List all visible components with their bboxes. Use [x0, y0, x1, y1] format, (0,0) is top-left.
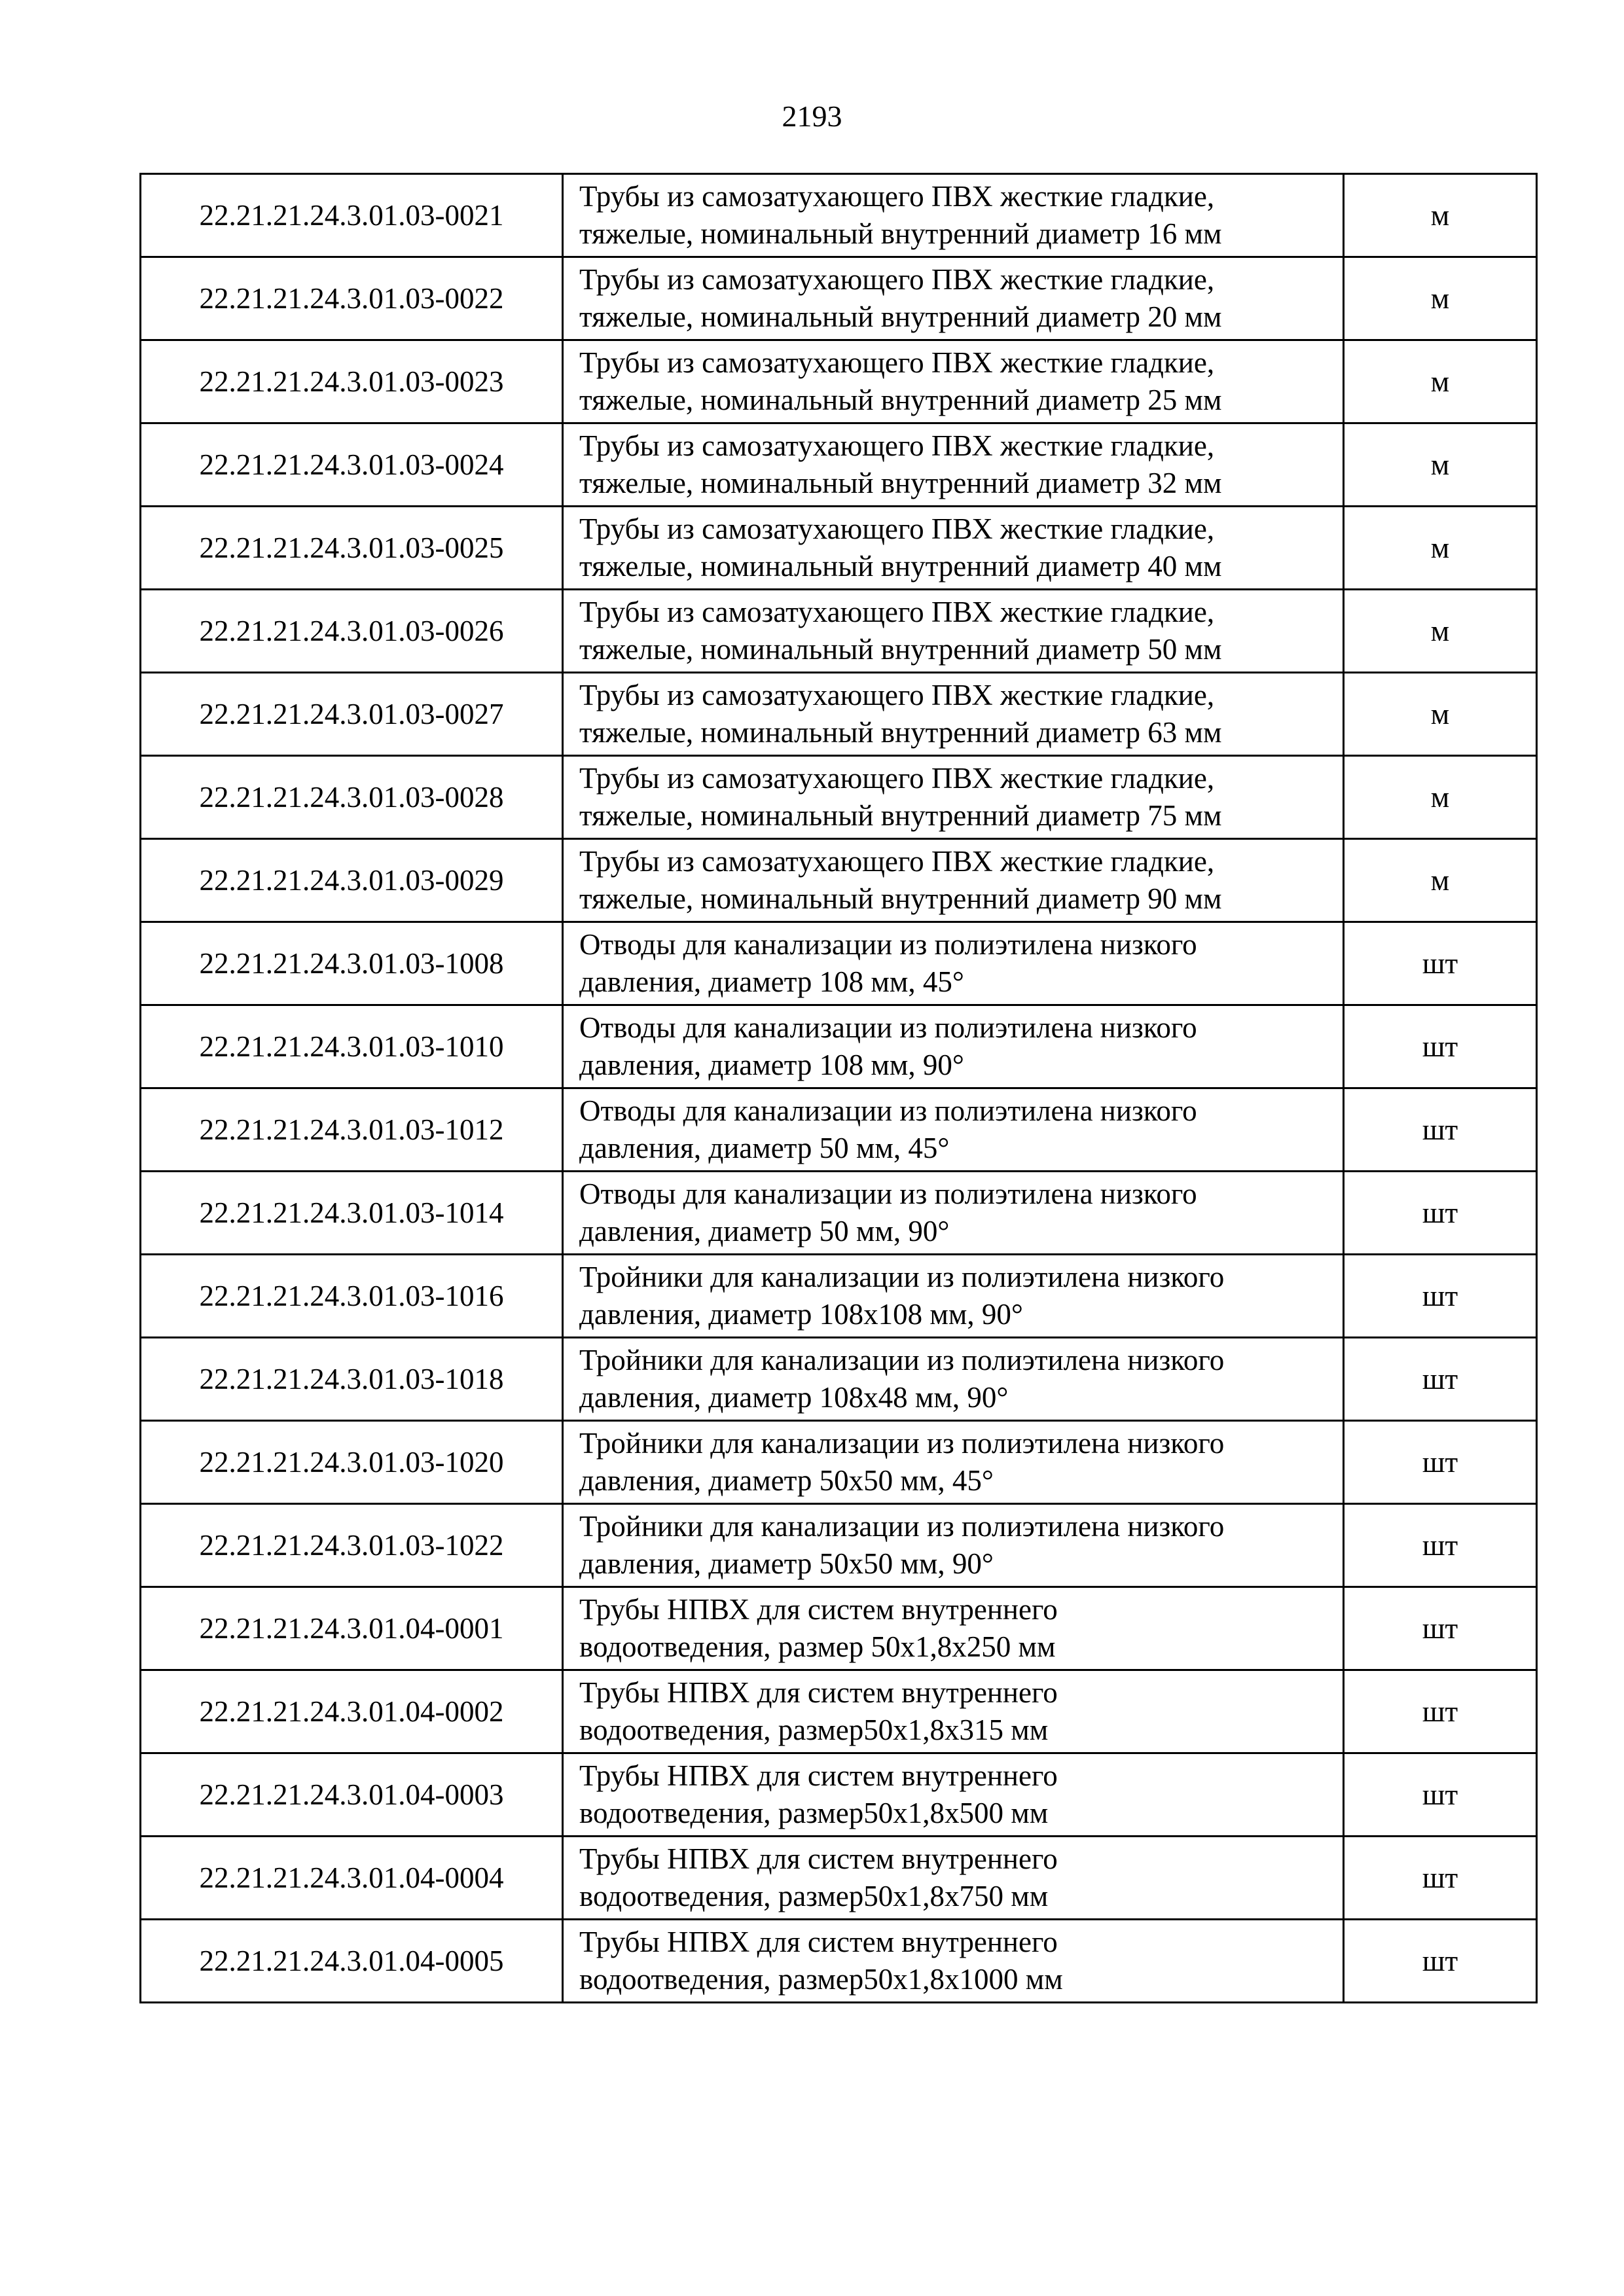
resource-name-line: Трубы НПВХ для систем внутреннего	[579, 1926, 1058, 1958]
resource-name-line: Отводы для канализации из полиэтилена низкого	[579, 928, 1197, 961]
resource-name-line: Тройники для канализации из полиэтилена низкого	[579, 1510, 1225, 1543]
resource-code: 22.21.21.24.3.01.03-1020	[141, 1421, 563, 1504]
resource-code: 22.21.21.24.3.01.03-0026	[141, 590, 563, 673]
unit-of-measure: шт	[1344, 1504, 1537, 1587]
resource-name-line: Тройники для канализации из полиэтилена низкого	[579, 1261, 1225, 1293]
table-row	[141, 1753, 1537, 1837]
resource-code: 22.21.21.24.3.01.03-0029	[141, 839, 563, 922]
unit-of-measure: м	[1344, 340, 1537, 423]
resource-name	[563, 590, 1344, 673]
resource-name	[563, 1670, 1344, 1753]
unit-of-measure: шт	[1344, 1338, 1537, 1421]
resource-code: 22.21.21.24.3.01.03-0028	[141, 756, 563, 839]
resource-code: 22.21.21.24.3.01.03-0024	[141, 423, 563, 507]
table-row	[141, 1504, 1537, 1587]
resource-name	[563, 1920, 1344, 2003]
resource-name	[563, 1421, 1344, 1504]
resource-name-line: давления, диаметр 50х50 мм, 45°	[579, 1464, 994, 1497]
table-row	[141, 340, 1537, 423]
resource-code: 22.21.21.24.3.01.04-0002	[141, 1670, 563, 1753]
table-row	[141, 257, 1537, 340]
resource-name-line: давления, диаметр 108х48 мм, 90°	[579, 1381, 1009, 1414]
resource-name-line: Трубы из самозатухающего ПВХ жесткие гладкие,	[579, 263, 1215, 296]
resource-name-line: Трубы НПВХ для систем внутреннего	[579, 1593, 1058, 1626]
unit-of-measure: шт	[1344, 1753, 1537, 1837]
resource-name	[563, 1088, 1344, 1172]
unit-of-measure: м	[1344, 174, 1537, 257]
table-row	[141, 174, 1537, 257]
resource-name-line: тяжелые, номинальный внутренний диаметр 75 мм	[579, 799, 1222, 832]
unit-of-measure: шт	[1344, 1005, 1537, 1088]
resource-code: 22.21.21.24.3.01.03-1022	[141, 1504, 563, 1587]
resource-name-line: Трубы НПВХ для систем внутреннего	[579, 1759, 1058, 1792]
resource-code: 22.21.21.24.3.01.03-1010	[141, 1005, 563, 1088]
resource-name-line: тяжелые, номинальный внутренний диаметр 25 мм	[579, 384, 1222, 416]
resource-name-line: тяжелые, номинальный внутренний диаметр 63 мм	[579, 716, 1222, 749]
resource-name	[563, 1338, 1344, 1421]
table-row	[141, 1005, 1537, 1088]
resource-code: 22.21.21.24.3.01.03-1008	[141, 922, 563, 1005]
table-row	[141, 1920, 1537, 2003]
resource-name	[563, 340, 1344, 423]
table-row	[141, 1837, 1537, 1920]
unit-of-measure: м	[1344, 673, 1537, 756]
table-row	[141, 839, 1537, 922]
resource-name-line: Трубы из самозатухающего ПВХ жесткие гладкие,	[579, 845, 1215, 878]
resource-name-line: тяжелые, номинальный внутренний диаметр 16 мм	[579, 217, 1222, 250]
resource-name-line: Отводы для канализации из полиэтилена низкого	[579, 1094, 1197, 1127]
resource-name-line: водоотведения, размер50х1,8х500 мм	[579, 1797, 1049, 1829]
resource-name	[563, 1837, 1344, 1920]
resource-code: 22.21.21.24.3.01.03-1012	[141, 1088, 563, 1172]
unit-of-measure: шт	[1344, 922, 1537, 1005]
resource-name-line: тяжелые, номинальный внутренний диаметр 20 мм	[579, 300, 1222, 333]
unit-of-measure: шт	[1344, 1421, 1537, 1504]
resource-name-line: Трубы из самозатухающего ПВХ жесткие гладкие,	[579, 762, 1215, 795]
unit-of-measure: м	[1344, 590, 1537, 673]
resource-name	[563, 1255, 1344, 1338]
resource-name-line: давления, диаметр 108 мм, 90°	[579, 1049, 964, 1081]
resource-name-line: Отводы для канализации из полиэтилена низкого	[579, 1011, 1197, 1044]
resource-name	[563, 1587, 1344, 1670]
resource-code: 22.21.21.24.3.01.03-0027	[141, 673, 563, 756]
resource-name-line: тяжелые, номинальный внутренний диаметр 50 мм	[579, 633, 1222, 666]
table-row	[141, 1670, 1537, 1753]
unit-of-measure: м	[1344, 839, 1537, 922]
resource-name	[563, 839, 1344, 922]
resource-name-line: водоотведения, размер50х1,8х750 мм	[579, 1880, 1049, 1912]
resource-name-line: тяжелые, номинальный внутренний диаметр 90 мм	[579, 882, 1222, 915]
unit-of-measure: шт	[1344, 1255, 1537, 1338]
table-row	[141, 673, 1537, 756]
resource-name-line: водоотведения, размер50х1,8х315 мм	[579, 1713, 1049, 1746]
unit-of-measure: шт	[1344, 1088, 1537, 1172]
table-row	[141, 756, 1537, 839]
resource-name-line: Трубы из самозатухающего ПВХ жесткие гладкие,	[579, 180, 1215, 213]
unit-of-measure: м	[1344, 507, 1537, 590]
resource-name	[563, 1753, 1344, 1837]
table-row	[141, 507, 1537, 590]
table-row	[141, 1587, 1537, 1670]
resource-name-line: давления, диаметр 108 мм, 45°	[579, 965, 964, 998]
unit-of-measure: шт	[1344, 1670, 1537, 1753]
resource-name-line: Трубы из самозатухающего ПВХ жесткие гладкие,	[579, 429, 1215, 462]
resource-code: 22.21.21.24.3.01.04-0003	[141, 1753, 563, 1837]
resource-code: 22.21.21.24.3.01.03-0022	[141, 257, 563, 340]
resource-name-line: тяжелые, номинальный внутренний диаметр 32 мм	[579, 467, 1222, 499]
resource-name-line: Трубы НПВХ для систем внутреннего	[579, 1842, 1058, 1875]
resource-name	[563, 922, 1344, 1005]
resource-code: 22.21.21.24.3.01.03-1016	[141, 1255, 563, 1338]
catalog-table-body	[141, 174, 1537, 2003]
resource-name-line: Трубы из самозатухающего ПВХ жесткие гладкие,	[579, 512, 1215, 545]
resource-code: 22.21.21.24.3.01.03-1018	[141, 1338, 563, 1421]
resource-name-line: Тройники для канализации из полиэтилена низкого	[579, 1344, 1225, 1376]
catalog-table	[139, 173, 1538, 2003]
table-row	[141, 1172, 1537, 1255]
resource-name-line: давления, диаметр 108х108 мм, 90°	[579, 1298, 1023, 1331]
resource-code: 22.21.21.24.3.01.04-0004	[141, 1837, 563, 1920]
resource-name	[563, 1504, 1344, 1587]
table-row	[141, 1338, 1537, 1421]
table-row	[141, 1088, 1537, 1172]
resource-name-line: Трубы из самозатухающего ПВХ жесткие гладкие,	[579, 596, 1215, 628]
table-row	[141, 1421, 1537, 1504]
table-row	[141, 590, 1537, 673]
resource-code: 22.21.21.24.3.01.03-0023	[141, 340, 563, 423]
resource-code: 22.21.21.24.3.01.04-0001	[141, 1587, 563, 1670]
unit-of-measure: м	[1344, 756, 1537, 839]
unit-of-measure: шт	[1344, 1172, 1537, 1255]
resource-name-line: давления, диаметр 50 мм, 45°	[579, 1132, 950, 1164]
table-row	[141, 922, 1537, 1005]
resource-name	[563, 756, 1344, 839]
unit-of-measure: шт	[1344, 1837, 1537, 1920]
resource-code: 22.21.21.24.3.01.03-0021	[141, 174, 563, 257]
resource-name-line: давления, диаметр 50х50 мм, 90°	[579, 1547, 994, 1580]
resource-name-line: водоотведения, размер 50х1,8х250 мм	[579, 1630, 1056, 1663]
resource-name	[563, 673, 1344, 756]
resource-name-line: тяжелые, номинальный внутренний диаметр 40 мм	[579, 550, 1222, 583]
resource-name	[563, 1005, 1344, 1088]
resource-code: 22.21.21.24.3.01.03-0025	[141, 507, 563, 590]
resource-name	[563, 174, 1344, 257]
unit-of-measure: шт	[1344, 1920, 1537, 2003]
resource-name-line: Трубы из самозатухающего ПВХ жесткие гладкие,	[579, 346, 1215, 379]
resource-name-line: Тройники для канализации из полиэтилена низкого	[579, 1427, 1225, 1460]
unit-of-measure: шт	[1344, 1587, 1537, 1670]
resource-name	[563, 423, 1344, 507]
resource-name-line: Трубы НПВХ для систем внутреннего	[579, 1676, 1058, 1709]
resource-name	[563, 257, 1344, 340]
page-number: 2193	[782, 99, 842, 133]
resource-name	[563, 1172, 1344, 1255]
table-row	[141, 423, 1537, 507]
resource-name-line: Отводы для канализации из полиэтилена низкого	[579, 1177, 1197, 1210]
resource-name-line: давления, диаметр 50 мм, 90°	[579, 1215, 950, 1247]
resource-name	[563, 507, 1344, 590]
resource-name-line: водоотведения, размер50х1,8х1000 мм	[579, 1963, 1063, 1996]
unit-of-measure: м	[1344, 423, 1537, 507]
resource-code: 22.21.21.24.3.01.04-0005	[141, 1920, 563, 2003]
table-row	[141, 1255, 1537, 1338]
resource-name-line: Трубы из самозатухающего ПВХ жесткие гладкие,	[579, 679, 1215, 711]
unit-of-measure: м	[1344, 257, 1537, 340]
resource-code: 22.21.21.24.3.01.03-1014	[141, 1172, 563, 1255]
